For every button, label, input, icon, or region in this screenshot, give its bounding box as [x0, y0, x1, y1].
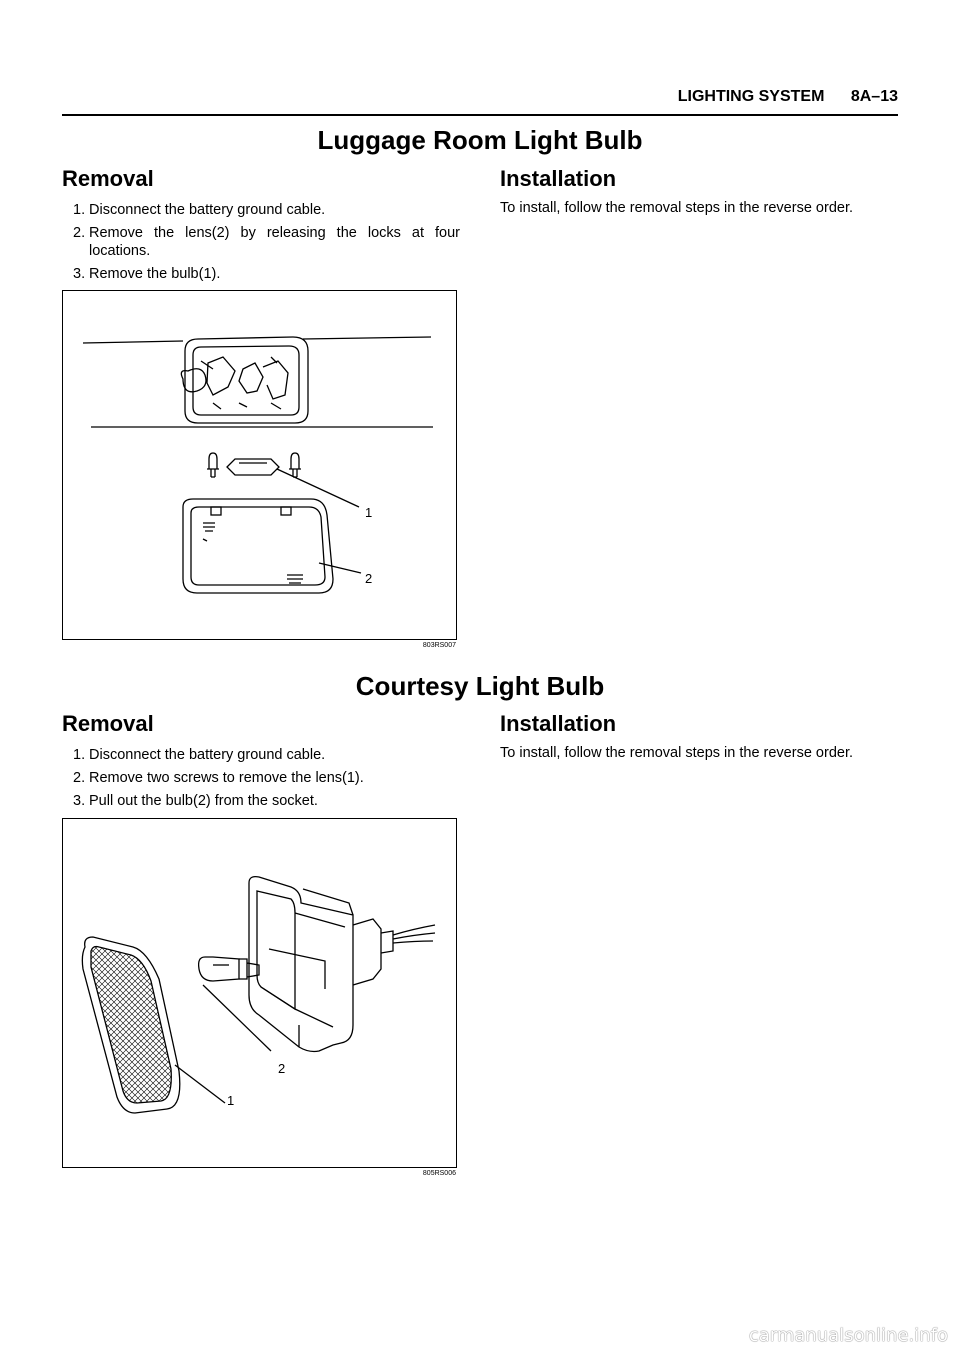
step-number: 2. [73, 225, 86, 241]
step-text: Disconnect the battery ground cable. [89, 202, 326, 218]
luggage-installation-text: To install, follow the removal steps in the reverse order. [500, 200, 853, 216]
list-item [62, 265, 460, 283]
watermark: carmanualsonline.info [748, 1325, 948, 1346]
list-item [62, 769, 460, 787]
list-item [62, 201, 460, 219]
luggage-light-figure [62, 290, 457, 640]
step-text: Remove two screws to remove the lens(1). [89, 770, 364, 786]
callout-1: 1 [365, 505, 373, 520]
courtesy-section-title: Courtesy Light Bulb [355, 671, 605, 701]
step-text: Remove the lens(2) by releasing the locks at four locations. [89, 225, 460, 259]
step-number: 1. [73, 202, 86, 218]
step-text: Pull out the bulb(2) from the socket. [89, 793, 318, 809]
step-text: Disconnect the battery ground cable. [89, 747, 326, 763]
list-item [62, 792, 460, 810]
list-item [62, 224, 460, 260]
courtesy-figure-code: 805RS006 [422, 1170, 456, 1177]
page-number: 8A–13 [850, 88, 898, 105]
luggage-removal-heading: Removal [62, 166, 154, 191]
luggage-light-illustration [63, 291, 458, 641]
luggage-removal-steps [62, 201, 460, 288]
step-number: 2. [73, 770, 86, 786]
list-item [62, 746, 460, 764]
luggage-section-title: Luggage Room Light Bulb [317, 125, 643, 155]
courtesy-installation-text: To install, follow the removal steps in the reverse order. [500, 745, 853, 761]
callout-1: 1 [227, 1093, 235, 1108]
callout-2: 2 [365, 571, 373, 586]
courtesy-light-illustration [63, 819, 458, 1169]
courtesy-removal-heading: Removal [62, 711, 154, 736]
luggage-figure-code: 803RS007 [422, 642, 456, 649]
luggage-installation-heading: Installation [500, 166, 617, 191]
section-name: LIGHTING SYSTEM [677, 88, 825, 105]
courtesy-installation-heading: Installation [500, 711, 617, 736]
step-number: 3. [73, 793, 86, 809]
step-number: 1. [73, 747, 86, 763]
callout-2: 2 [278, 1061, 286, 1076]
courtesy-removal-steps [62, 746, 460, 815]
step-number: 3. [73, 266, 86, 282]
page-header [62, 88, 898, 116]
step-text: Remove the bulb(1). [89, 266, 221, 282]
courtesy-light-figure [62, 818, 457, 1168]
